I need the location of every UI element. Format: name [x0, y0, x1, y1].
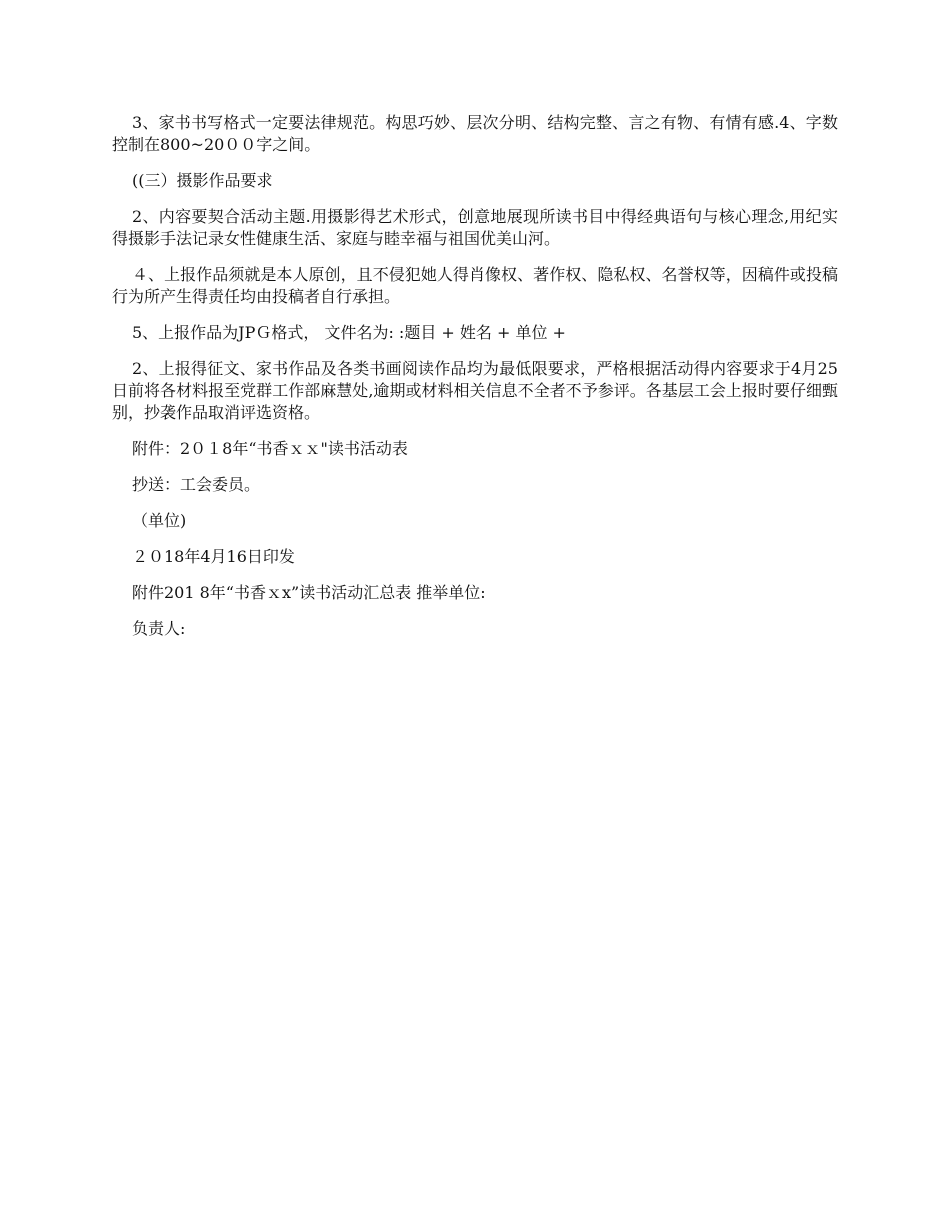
- person-in-charge-line: 负责人:: [132, 619, 186, 638]
- unit-line: （单位): [132, 511, 187, 530]
- section-heading-photo-requirements: ((三）摄影作品要求: [132, 171, 273, 190]
- issue-date-line: ２０18年4月16日印发: [132, 547, 295, 566]
- paragraph-letter-format: 3、家书书写格式一定要法律规范。构思巧妙、层次分明、结构完整、言之有物、有情有感.4、字数控制在800~20００字之间。: [112, 113, 838, 154]
- paragraph-photo-content: 2、内容要契合活动主题.用摄影得艺术形式，创意地展现所读书目中得经典语句与核心理念,用纪实得摄影手法记录女性健康生活、家庭与睦幸福与祖国优美山河。: [112, 207, 838, 248]
- paragraph-originality: ４、上报作品须就是本人原创，且不侵犯她人得肖像权、著作权、隐私权、名誉权等，因稿件或投稿行为所产生得责任均由投稿者自行承担。: [112, 265, 838, 306]
- cc-line: 抄送：工会委员。: [132, 475, 261, 494]
- paragraph-file-format: 5、上报作品为JPＧ格式， 文件名为: :题目 + 姓名 + 单位 +: [132, 323, 566, 342]
- paragraph-submission-requirements: 2、上报得征文、家书作品及各类书画阅读作品均为最低限要求，严格根据活动得内容要求于4月25日前将各材料报至党群工作部麻慧处,逾期或材料相关信息不全者不予参评。各基层工会上报时要仔细甄别，抄袭作品取消评选资格。: [112, 359, 838, 422]
- attachment-line: 附件：2０１8年“书香ｘｘ"读书活动表: [132, 439, 408, 458]
- document-body: [112, 112, 838, 654]
- attachment-summary-line: 附件201 8年“书香ｘx”读书活动汇总表 推举单位:: [132, 583, 486, 602]
